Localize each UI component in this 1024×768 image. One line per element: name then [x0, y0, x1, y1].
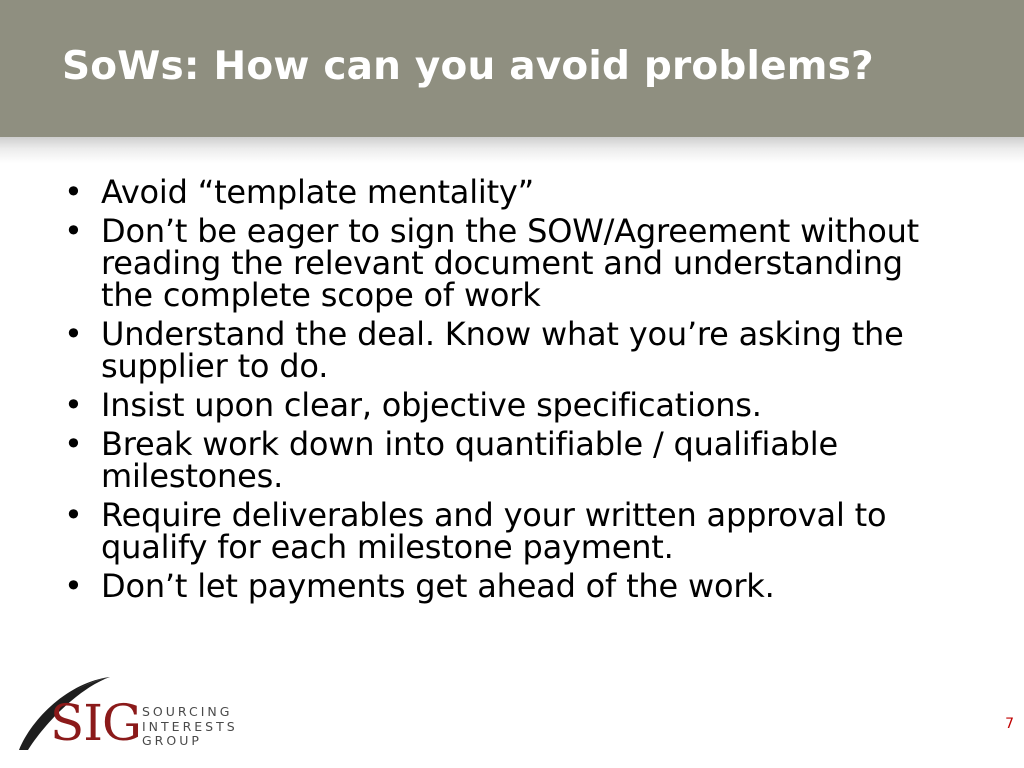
bullet-item	[64, 212, 944, 314]
bullet-dot-icon: •	[64, 212, 83, 250]
bullet-text: Break work down into quantifiable / qualifiable milestones.	[101, 425, 838, 495]
bullet-dot-icon: •	[64, 425, 83, 463]
bullet-dot-icon: •	[64, 496, 83, 534]
title-shadow	[0, 137, 1024, 163]
bullet-dot-icon: •	[64, 386, 83, 424]
page-number: 7	[1005, 716, 1014, 732]
logo-words	[142, 705, 238, 749]
bullet-text: Avoid “template mentality”	[101, 173, 535, 211]
bullet-item	[64, 496, 944, 566]
bullet-list	[64, 173, 944, 609]
logo-word: GROUP	[142, 733, 202, 748]
bullet-text: Don’t let payments get ahead of the work.	[101, 567, 775, 605]
logo-word: SOURCING	[142, 704, 233, 719]
logo-word: INTERESTS	[142, 718, 238, 734]
bullet-text: Require deliverables and your written approval to qualify for each milestone payment.	[101, 496, 887, 566]
bullet-item	[64, 567, 944, 605]
bullet-text: Don’t be eager to sign the SOW/Agreement without reading the relevant document and understanding the complete scope of work	[101, 212, 920, 314]
bullet-text: Insist upon clear, objective specifications.	[101, 386, 762, 424]
bullet-item	[64, 425, 944, 495]
bullet-dot-icon: •	[64, 567, 83, 605]
slide-title: SoWs: How can you avoid problems?	[62, 44, 874, 89]
bullet-item	[64, 315, 944, 385]
logo-mark: SIG	[50, 694, 141, 752]
bullet-dot-icon: •	[64, 315, 83, 353]
bullet-dot-icon: •	[64, 173, 83, 211]
bullet-item	[64, 386, 944, 424]
bullet-text: Understand the deal. Know what you’re asking the supplier to do.	[101, 315, 904, 385]
sig-logo	[14, 670, 254, 754]
bullet-item	[64, 173, 944, 211]
